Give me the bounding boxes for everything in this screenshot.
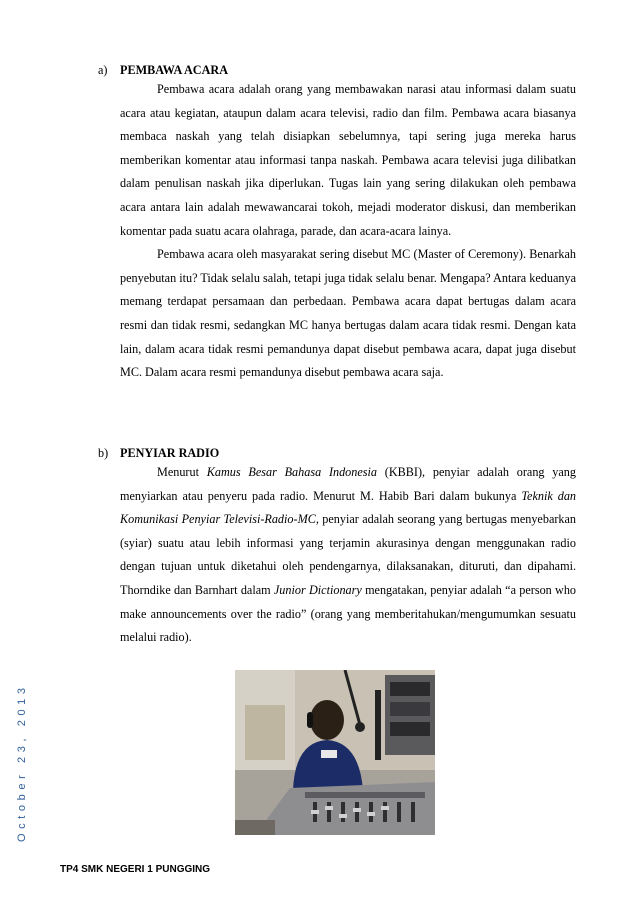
section-a-heading <box>98 63 228 78</box>
kbbi-title: Kamus Besar Bahasa Indonesia <box>206 465 378 479</box>
side-date-label: October 23, 2013 <box>16 683 28 842</box>
section-a-body <box>120 78 576 385</box>
book-title: Teknik dan Komunikasi Penyiar Televisi-Radio-MC, <box>120 488 577 527</box>
radio-studio-photo <box>235 670 435 835</box>
section-a-marker: a) <box>98 63 108 77</box>
section-b-heading <box>98 446 219 461</box>
section-a-paragraph-1: Pembawa acara adalah orang yang membawakan narasi atau informasi dalam suatu acara atau kegiatan, ataupun dalam acara televisi, radio dan film. Pembawa acara biasanya membaca naskah yang telah disiapkan sebelumnya, tapi sering juga mereka harus memberikan komentar atau informasi tanpa naskah. Pembawa acara televisi juga dilibatkan dalam penulisan naskah jika diperlukan. Tugas lain yang sering dilakukan oleh pembawa acara antara lain adalah mewawancarai tokoh, mejadi moderator diskusi, dan memberikan komentar pada suatu acara olahraga, parade, dan acara-acara lainya. <box>120 82 576 238</box>
section-b-marker: b) <box>98 446 109 460</box>
footer-school-name: TP4 SMK NEGERI 1 PUNGGING <box>60 864 211 875</box>
section-a-title: PEMBAWA ACARA <box>120 63 228 77</box>
section-b-paragraph: Menurut Kamus Besar Bahasa Indonesia (KBBI), penyiar adalah orang yang menyiarkan atau penyeru pada radio. Menurut M. Habib Bari dalam bukunya Teknik dan Komunikasi Penyiar Televisi-Radio-MC, penyiar adalah seorang yang bertugas menyebarkan (syiar) suatu atau lebih informasi yang terjamin akurasinya dengan menggunakan radio dengan tujuan untuk diketahui oleh pendengarnya, dilaksanakan, dituruti, dan dipahami. Thorndike dan Barnhart dalam Junior Dictionary mengatakan, penyiar adalah “a person who make announcements over the radio” (orang yang memberitahukan/mengumumkan sesuatu melalui radio). <box>120 465 577 645</box>
section-b-body <box>120 461 576 650</box>
dictionary-title: Junior Dictionary <box>273 582 362 597</box>
section-a-paragraph-2: Pembawa acara oleh masyarakat sering disebut MC (Master of Ceremony). Benarkah penyebutan itu? Tidak selalu salah, tetapi juga tidak selalu benar. Mengapa? Antara keduanya memang terdapat persamaan dan perbedaan. Pembawa acara dapat bertugas dalam acara resmi dan tidak resmi, sedangkan MC hanya bertugas dalam acara tidak resmi. Dengan kata lain, dalam acara tidak resmi pemandunya dapat disebut pembawa acara, dapat juga disebut MC. Dalam acara resmi pemandunya disebut pembawa acara saja. <box>120 247 576 380</box>
section-b-title: PENYIAR RADIO <box>120 446 220 460</box>
